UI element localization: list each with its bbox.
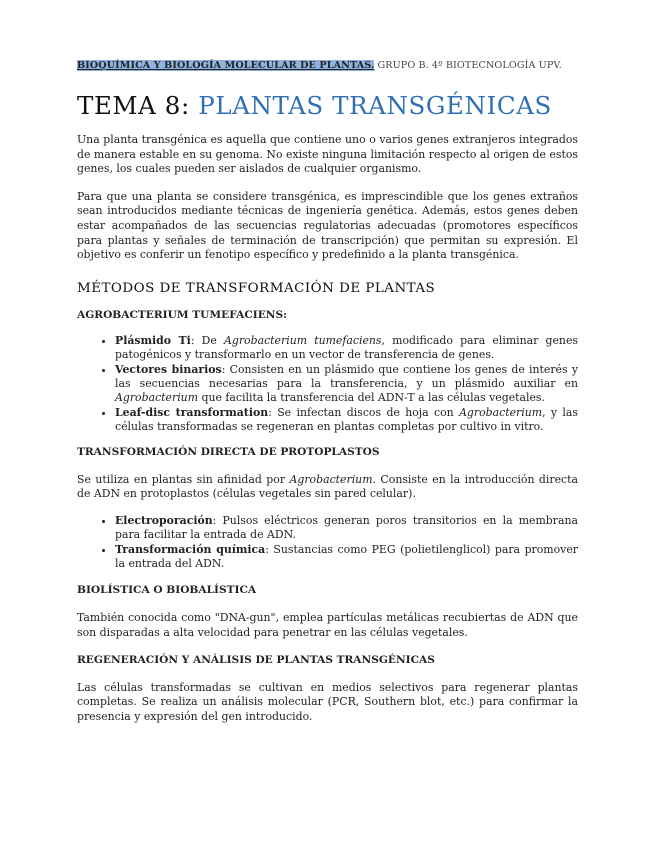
list-item-term: Leaf-disc transformation: [115, 405, 269, 419]
list-item: [115, 543, 578, 572]
biolistics-heading: BIOLÍSTICA O BIOBALÍSTICA: [77, 584, 257, 597]
protoplast-heading: TRANSFORMACIÓN DIRECTA DE PROTOPLASTOS: [77, 445, 380, 458]
list-item-text: : Se infectan discos de hoja con: [268, 405, 460, 419]
list-item-term: Electroporación: [115, 513, 213, 527]
list-item: [115, 334, 578, 363]
list-item-text: : De: [190, 333, 225, 347]
regeneration-heading: REGENERACIÓN Y ANÁLISIS DE PLANTAS TRANSGÉNICAS: [77, 653, 435, 666]
intro-paragraph-1: Una planta transgénica es aquella que contiene uno o varios genes extranjeros integrados de manera estable en su genoma. No existe ninguna limitación respecto al origen de estos genes, los cuales pueden ser aislados de cualquier organismo.: [77, 133, 578, 176]
paragraph-text: Se utiliza en plantas sin afinidad por: [77, 472, 290, 486]
intro-paragraph-2: Para que una planta se considere transgénica, es imprescindible que los genes extraños sean introducidos mediante técnicas de ingeniería genética. Además, estos genes deben estar acompañados de las secuencias regulatorias adecuadas (promotores específicos para plantas y señales de terminación de transcripción) que permitan su expresión. El objetivo es conferir un fenotipo específico y predefinido a la planta transgénica.: [77, 189, 578, 262]
title-prefix: TEMA 8:: [77, 91, 199, 120]
agrobacterium-list: [77, 334, 578, 435]
list-item-emphasis: Agrobacterium tumefaciens: [224, 333, 382, 347]
list-item-text: , modificado para eliminar genes patogénicos y transformarlo en un vector de transferencia de genes.: [115, 333, 578, 362]
list-item-text: : Consisten en un plásmido que contiene los genes de interés y las secuencias necesarias para la transferencia, y un plásmido auxiliar en: [115, 362, 578, 390]
course-header-highlight: BIOQUÍMICA Y BIOLOGÍA MOLECULAR DE PLANTAS.: [77, 60, 375, 71]
list-item-text: que facilita la transferencia del ADN-T a las células vegetales.: [198, 391, 545, 405]
methods-heading: MÉTODOS DE TRANSFORMACIÓN DE PLANTAS: [77, 280, 436, 296]
paragraph-emphasis: Agrobacterium.: [289, 472, 376, 486]
list-item-term: Plásmido Ti: [115, 333, 191, 347]
protoplast-list: [77, 514, 578, 572]
list-item-text: : Pulsos eléctricos generan poros transitorios en la membrana para facilitar la entrada de ADN.: [115, 513, 578, 542]
list-item-emphasis: Agrobacterium: [115, 391, 199, 405]
list-item-term: Vectores binarios: [115, 362, 222, 376]
paragraph-text: Consiste en la introducción directa de ADN en protoplastos (células vegetales sin pared celular).: [77, 472, 578, 501]
regeneration-paragraph: Las células transformadas se cultivan en medios selectivos para regenerar plantas completas. Se realiza un análisis molecular (PCR, Southern blot, etc.) para confirmar la presencia y expresión del gen introducido.: [77, 680, 578, 723]
list-item-text: , y las células transformadas se regeneran en plantas completas por cultivo in vitro.: [115, 405, 578, 434]
list-item: [115, 406, 578, 435]
biolistics-paragraph: También conocida como "DNA-gun", emplea partículas metálicas recubiertas de ADN que son disparadas a alta velocidad para penetrar en las células vegetales.: [77, 611, 578, 639]
protoplast-paragraph: [77, 473, 578, 502]
agrobacterium-heading: AGROBACTERIUM TUMEFACIENS:: [77, 308, 288, 321]
page-title: [77, 91, 578, 121]
list-item: [115, 363, 578, 406]
list-item: [115, 514, 578, 543]
list-item-emphasis: Agrobacterium: [459, 405, 543, 419]
course-header-group: GRUPO B. 4º BIOTECNOLOGÍA UPV.: [374, 60, 562, 71]
list-item-text: : Sustancias como PEG (polietilenglicol) para promover la entrada del ADN.: [115, 542, 578, 570]
course-header: [77, 60, 578, 71]
list-item-term: Transformación química: [115, 542, 266, 556]
title-accent: PLANTAS TRANSGÉNICAS: [198, 91, 552, 120]
